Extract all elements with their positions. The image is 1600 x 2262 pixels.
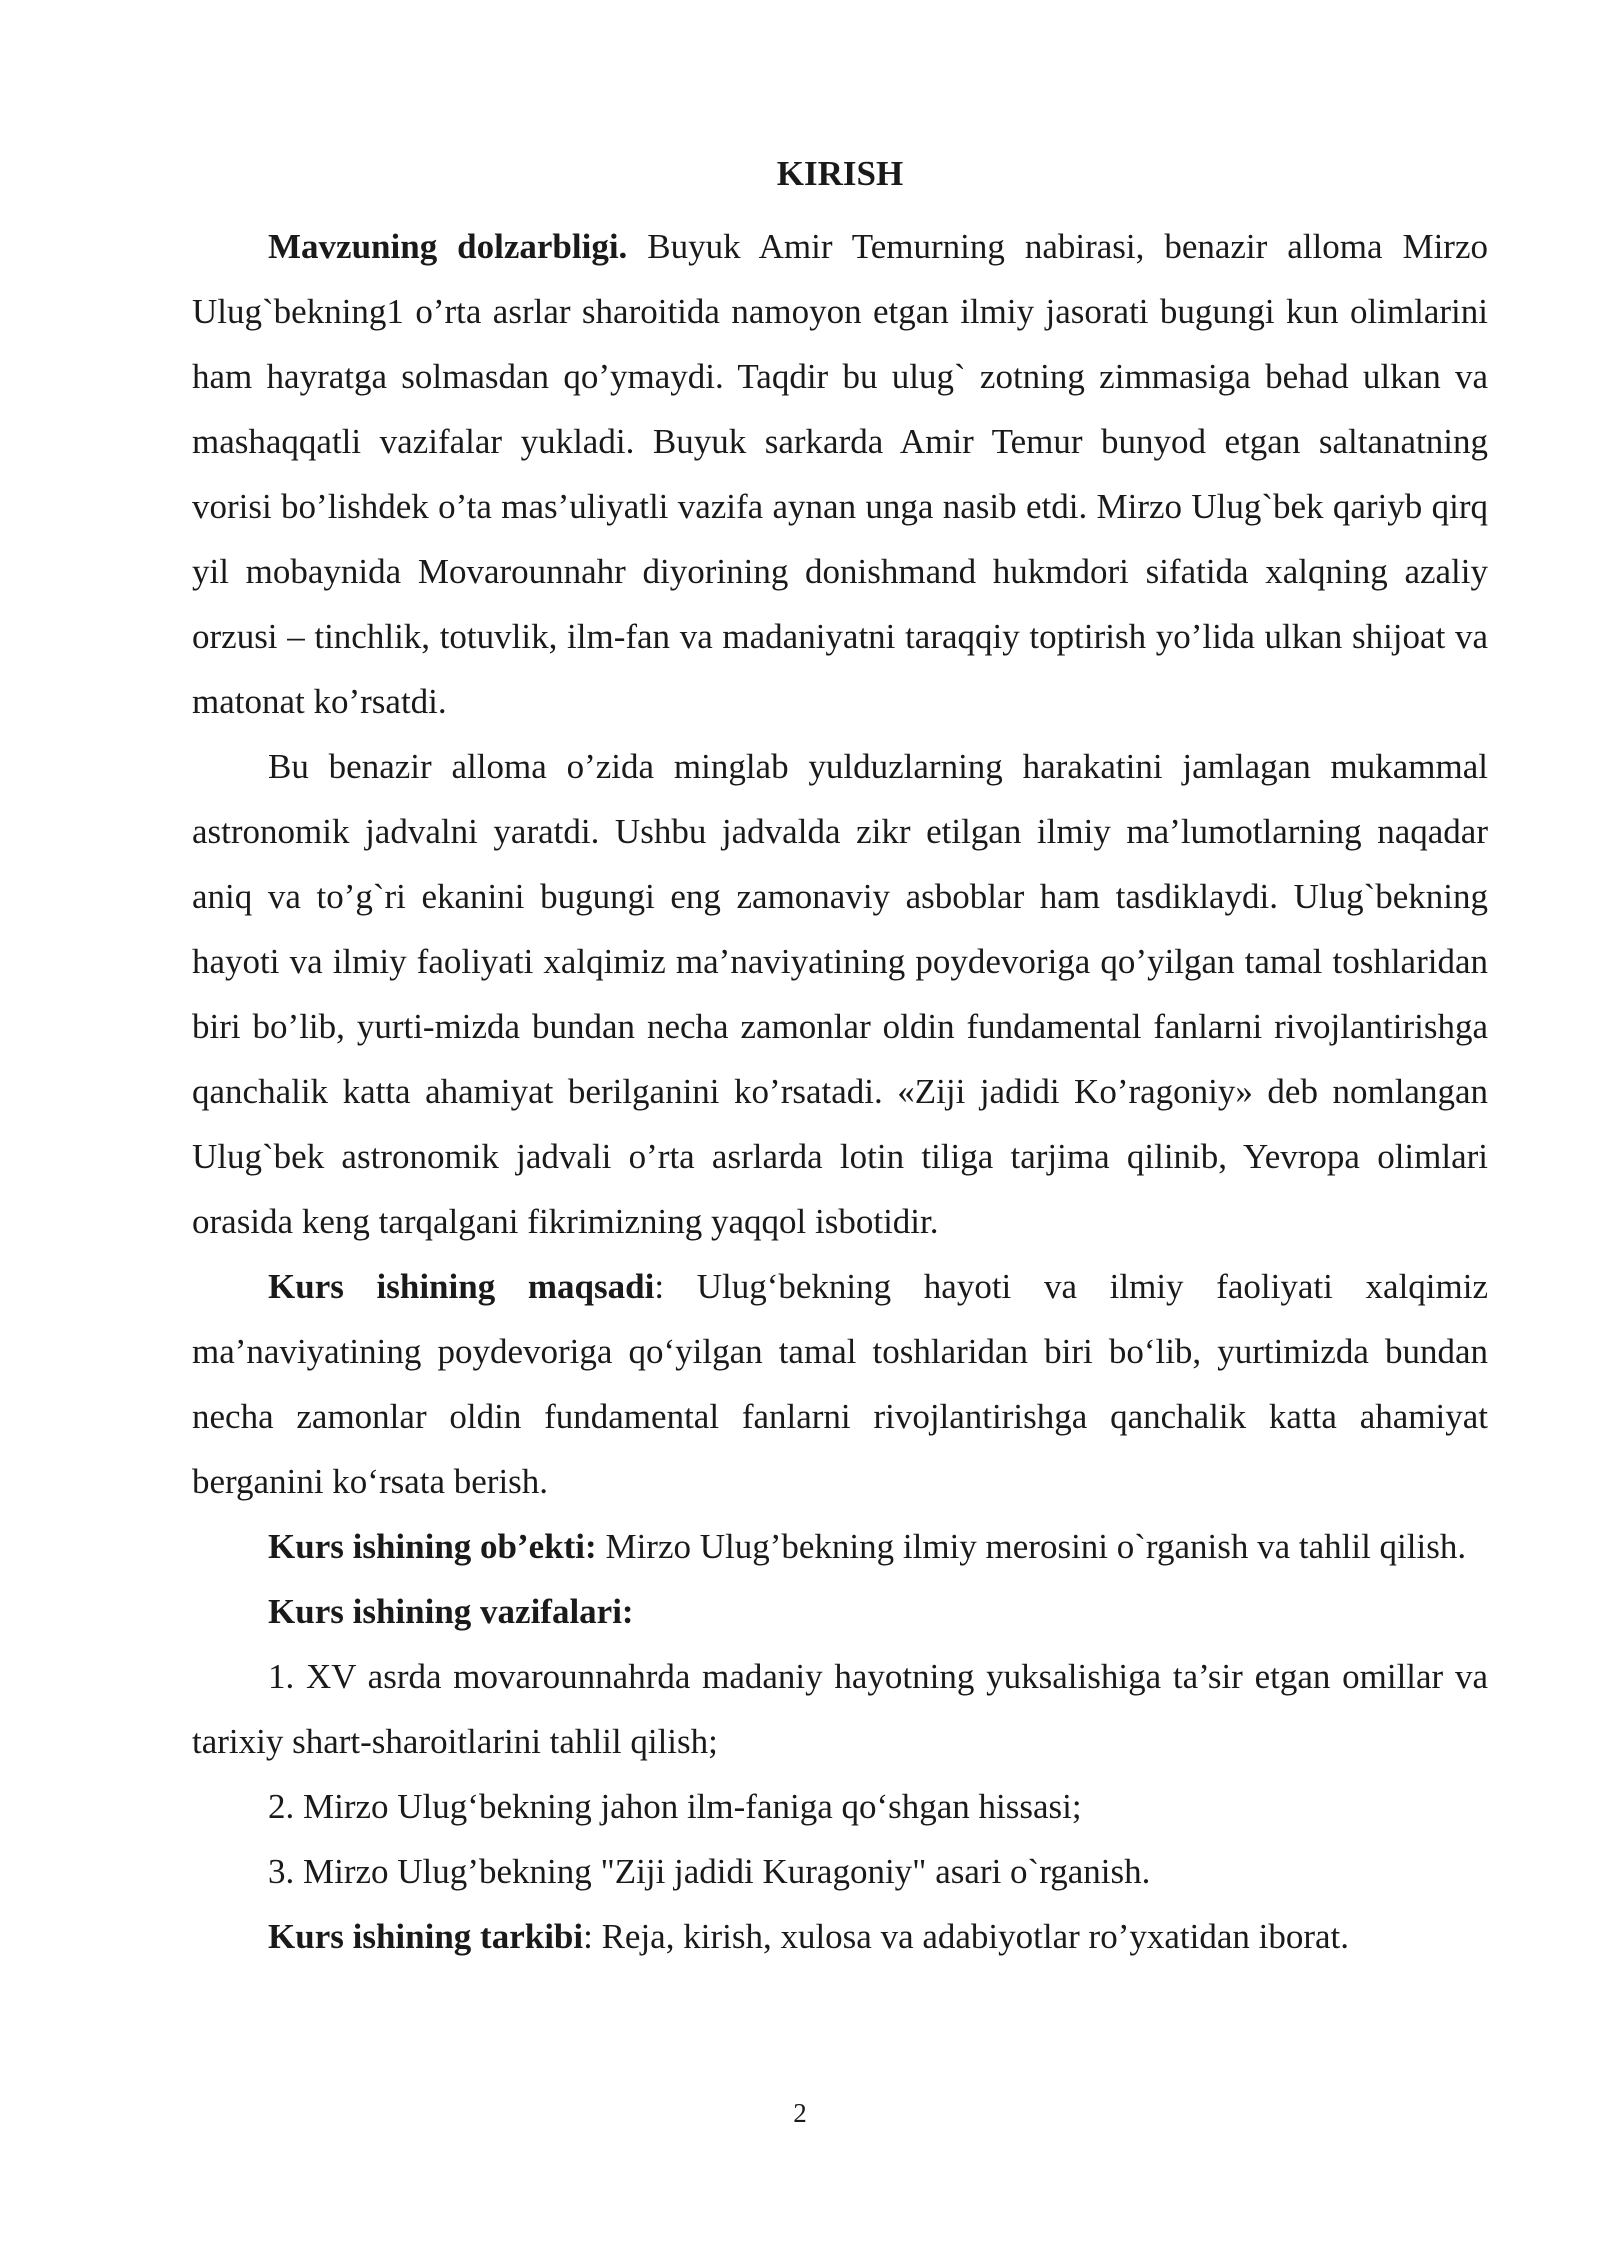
structure-label: Kurs ishining tarkibi	[268, 1917, 584, 1956]
astronomy-paragraph: Bu benazir alloma o’zida minglab yulduzlarning harakatini jamlagan mukammal astronomik jadvalni yaratdi. Ushbu jadvalda zikr etilgan ilmiy ma’lumotlarning naqadar aniq va to’g`ri ekanini bugungi eng zamonaviy asboblar ham tasdiklaydi. Ulug`bekning hayoti va ilmiy faoliyati xalqimiz ma’naviyatining poydevoriga qo’yilgan tamal toshlaridan biri bo’lib, yurti-mizda bundan necha zamonlar oldin fundamental fanlarni rivojlantirishga qanchalik katta ahamiyat berilganini ko’rsatadi. «Ziji jadidi Ko’ragoniy» deb nomlangan Ulug`bek astronomik jadvali o’rta asrlarda lotin tiliga tarjima qilinib, Yevropa olimlari orasida keng tarqalgani fikrimizning yaqqol isbotidir.	[192, 747, 1488, 1241]
task-item-3	[192, 1839, 1488, 1904]
task-text: Mirzo Ulug‘bekning jahon ilm-faniga qo‘shgan hissasi;	[294, 1787, 1082, 1826]
object-label: Kurs ishining ob’ekti:	[268, 1527, 597, 1566]
tasks-heading	[192, 1579, 1488, 1644]
relevance-paragraph	[192, 214, 1488, 734]
goal-label: Kurs ishining maqsadi	[268, 1267, 655, 1306]
task-number: 1.	[268, 1657, 295, 1696]
task-item-2	[192, 1774, 1488, 1839]
document-page	[192, 148, 1488, 1969]
task-text: XV asrda movarounnahrda madaniy hayotning yuksalishiga ta’sir etgan omillar va tarixiy shart-sharoitlarini tahlil qilish;	[192, 1657, 1488, 1761]
object-text: Mirzo Ulug’bekning ilmiy merosini o`rganish va tahlil qilish.	[596, 1527, 1467, 1566]
goal-paragraph	[192, 1254, 1488, 1514]
page-number: 2	[793, 2098, 807, 2128]
page-title: KIRISH	[776, 154, 904, 193]
task-text: Mirzo Ulug’bekning "Ziji jadidi Kuragoniy" asari o`rganish.	[294, 1852, 1151, 1891]
task-item-1	[192, 1644, 1488, 1774]
object-paragraph	[192, 1514, 1488, 1579]
tasks-label: Kurs ishining vazifalari:	[268, 1592, 634, 1631]
task-number: 3.	[268, 1852, 295, 1891]
task-number: 2.	[268, 1787, 295, 1826]
structure-paragraph	[192, 1904, 1488, 1969]
structure-text: : Reja, kirish, xulosa va adabiyotlar ro’yxatidan iborat.	[583, 1917, 1350, 1956]
goal-text: : Ulug‘bekning hayoti va ilmiy faoliyati xalqimiz ma’naviyatining poydevoriga qo‘yilgan tamal toshlaridan biri bo‘lib, yurtimizda bundan necha zamonlar oldin fundamental fanlarni rivojlantirishga qanchalik katta ahamiyat berganini ko‘rsata berish.	[192, 1267, 1488, 1501]
relevance-label: Mavzuning dolzarbligi.	[268, 227, 628, 266]
relevance-text: Buyuk Amir Temurning nabirasi, benazir alloma Mirzo Ulug`bekning1 o’rta asrlar sharoitida namoyon etgan ilmiy jasorati bugungi kun olimlarini ham hayratga solmasdan qo’ymaydi. Taqdir bu ulug` zotning zimmasiga behad ulkan va mashaqqatli vazifalar yukladi. Buyuk sarkarda Amir Temur bunyod etgan saltanatning vorisi bo’lishdek o’ta mas’uliyatli vazifa aynan unga nasib etdi. Mirzo Ulug`bek qariyb qirq yil mobaynida Movarounnahr diyorining donishmand hukmdori sifatida xalqning azaliy orzusi – tinchlik, totuvlik, ilm-fan va madaniyatni taraqqiy toptirish yo’lida ulkan shijoat va matonat ko’rsatdi.	[192, 227, 1488, 721]
